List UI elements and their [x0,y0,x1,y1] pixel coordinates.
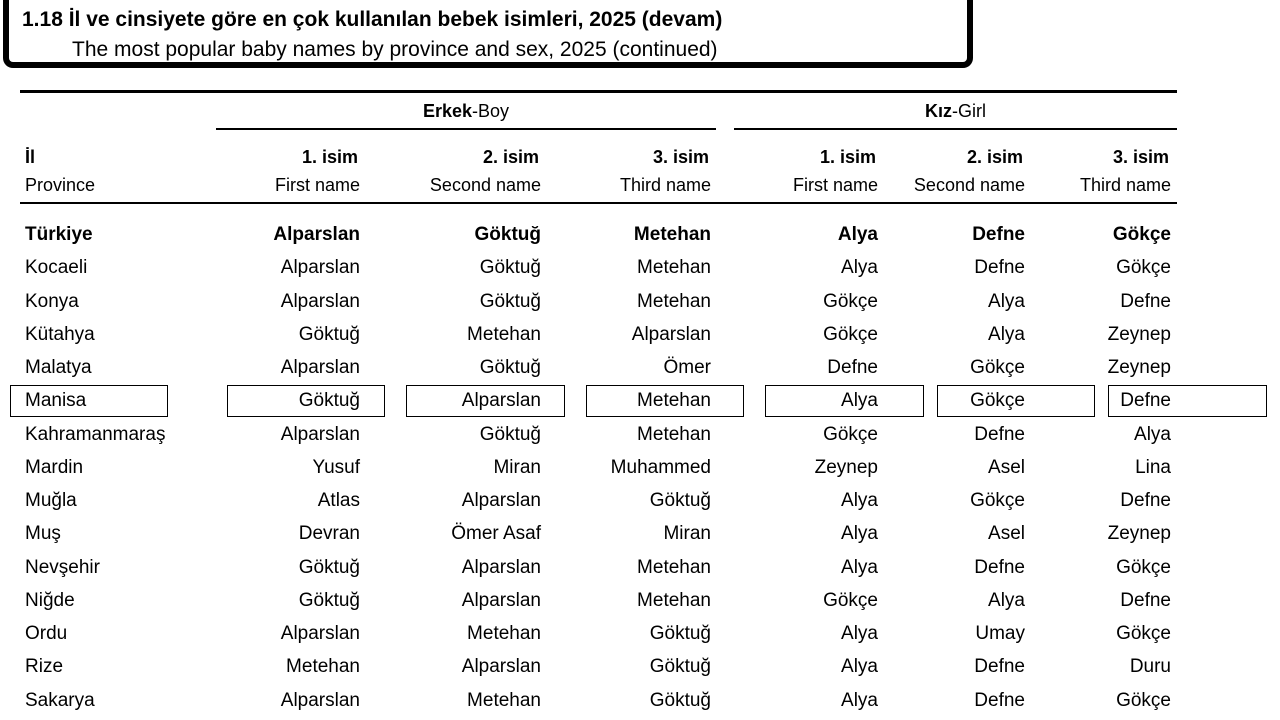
table-row [0,418,1280,451]
province-cell: Konya [25,290,79,312]
girl-third-name-cell: Gökçe [1116,689,1171,711]
girl-third-name-cell: Zeynep [1107,323,1171,345]
girl-first-name-cell: Gökçe [823,290,878,312]
boy-first-name-cell: Metehan [286,656,360,678]
boy-first-name-cell: Atlas [317,490,360,511]
girl-third-name-cell: Gökçe [1116,623,1171,644]
girl-first-name-cell: Defne [827,357,878,378]
group-header-boy [216,101,716,122]
girl-third-name-cell: Gökçe [1116,556,1171,578]
province-cell: Kocaeli [25,257,88,279]
girl-third-name-cell: Zeynep [1107,523,1171,545]
boy-second-name-cell: Alparslan [461,556,541,578]
boy-first-name-cell: Göktuğ [298,390,360,412]
table-row [0,451,1280,484]
boy-first-name-cell: Alparslan [280,257,360,279]
header-girl-second-tr: 2. isim [966,147,1023,167]
header-boy-first-tr: 1. isim [301,147,358,167]
boy-second-name-cell: Alparslan [461,490,541,511]
table-row [0,351,1280,384]
boy-first-name-cell: Göktuğ [298,589,360,611]
header-boy-first-en: First name [274,175,360,195]
boy-third-name-cell: Metehan [637,423,711,445]
header-girl-third-en: Third name [1079,175,1171,195]
header-girl-second-en: Second name [913,175,1025,195]
girl-second-name-cell: Gökçe [970,490,1025,511]
boy-second-name-cell: Metehan [467,689,541,711]
boy-third-name-cell: Göktuğ [649,689,711,711]
girl-second-name-cell: Defne [974,257,1025,279]
table-row [0,251,1280,284]
girl-second-name-cell: Alya [988,323,1025,345]
table-row [0,318,1280,351]
boy-third-name-cell: Metehan [637,556,711,578]
boy-third-name-cell: Göktuğ [649,490,711,511]
girl-second-name-cell: Alya [988,589,1025,611]
boy-first-name-cell: Alparslan [280,689,360,711]
table-row [0,551,1280,584]
boy-third-name-cell: Metehan [637,257,711,279]
boy-third-name-cell: Muhammed [610,456,711,478]
boy-second-name-cell: Göktuğ [474,224,541,245]
header-boy-third-tr: 3. isim [652,147,709,167]
group-girl-en: -Girl [952,101,986,121]
girl-second-name-cell: Alya [988,290,1025,312]
province-cell: Kütahya [25,323,95,345]
boy-second-name-cell: Ömer Asaf [451,523,541,545]
girl-first-name-cell: Alya [841,656,878,678]
group-rule-boy [216,128,716,130]
boy-first-name-cell: Alparslan [273,224,360,245]
boy-first-name-cell: Alparslan [280,423,360,445]
table-row [0,650,1280,683]
boy-first-name-cell: Göktuğ [298,323,360,345]
boy-second-name-cell: Alparslan [461,589,541,611]
boy-second-name-cell: Metehan [467,323,541,345]
boy-second-name-cell: Göktuğ [479,257,541,279]
girl-third-name-cell: Defne [1120,589,1171,611]
girl-first-name-cell: Gökçe [823,589,878,611]
girl-first-name-cell: Alya [841,523,878,545]
girl-third-name-cell: Gökçe [1116,257,1171,279]
group-boy-en: -Boy [472,101,510,121]
header-province-tr: İl [25,147,36,167]
header-rule [20,202,1177,204]
header-boy-second-en: Second name [429,175,541,195]
boy-third-name-cell: Metehan [637,390,711,412]
boy-first-name-cell: Alparslan [280,623,360,644]
table-row [0,484,1280,517]
province-cell: Manisa [25,390,87,412]
table-row [0,584,1280,617]
province-cell: Kahramanmaraş [25,423,166,445]
boy-third-name-cell: Göktuğ [649,623,711,644]
group-rule-girl [734,128,1177,130]
province-cell: Malatya [25,357,92,378]
boy-first-name-cell: Devran [298,523,360,545]
boy-second-name-cell: Göktuğ [479,423,541,445]
girl-second-name-cell: Gökçe [970,357,1025,378]
table-row [0,384,1280,417]
boy-third-name-cell: Göktuğ [649,656,711,678]
header-girl-first-en: First name [792,175,878,195]
girl-second-name-cell: Defne [974,556,1025,578]
girl-second-name-cell: Defne [974,423,1025,445]
boy-second-name-cell: Miran [493,456,541,478]
province-cell: Niğde [25,589,75,611]
boy-second-name-cell: Metehan [467,623,541,644]
girl-third-name-cell: Gökçe [1112,224,1171,245]
group-boy-tr: Erkek [422,101,473,121]
girl-first-name-cell: Gökçe [823,323,878,345]
header-province-en: Province [25,175,96,195]
girl-second-name-cell: Gökçe [970,390,1025,412]
girl-third-name-cell: Defne [1120,290,1171,312]
girl-second-name-cell: Asel [988,456,1025,478]
province-cell: Ordu [25,623,68,644]
boy-third-name-cell: Metehan [633,224,711,245]
girl-first-name-cell: Gökçe [823,423,878,445]
table-title-turkish: 1.18 İl ve cinsiyete göre en çok kullanılan bebek isimleri, 2025 (devam) [22,8,723,31]
girl-first-name-cell: Alya [841,556,878,578]
boy-third-name-cell: Metehan [637,290,711,312]
province-cell: Sakarya [25,689,95,711]
header-girl-third-tr: 3. isim [1112,147,1169,167]
girl-first-name-cell: Alya [841,490,878,511]
province-cell: Türkiye [25,224,93,245]
girl-first-name-cell: Alya [841,689,878,711]
header-girl-first-tr: 1. isim [819,147,876,167]
boy-second-name-cell: Göktuğ [479,357,541,378]
boy-first-name-cell: Yusuf [312,456,360,478]
boy-third-name-cell: Ömer [663,357,711,378]
table-row [0,517,1280,550]
boy-first-name-cell: Alparslan [280,290,360,312]
girl-third-name-cell: Zeynep [1107,357,1171,378]
girl-third-name-cell: Defne [1120,390,1171,412]
girl-first-name-cell: Alya [837,224,878,245]
girl-third-name-cell: Duru [1129,656,1171,678]
header-boy-second-tr: 2. isim [482,147,539,167]
girl-first-name-cell: Alya [841,623,878,644]
boy-second-name-cell: Alparslan [461,390,541,412]
girl-second-name-cell: Asel [988,523,1025,545]
boy-third-name-cell: Metehan [637,589,711,611]
girl-third-name-cell: Alya [1134,423,1171,445]
province-cell: Mardin [25,456,84,478]
table-row [0,684,1280,717]
table-row [0,617,1280,650]
group-header-girl [734,101,1177,122]
girl-third-name-cell: Lina [1135,456,1171,478]
table-row [0,285,1280,318]
girl-first-name-cell: Zeynep [814,456,878,478]
boy-first-name-cell: Göktuğ [298,556,360,578]
province-cell: Muğla [25,490,77,511]
boy-second-name-cell: Alparslan [461,656,541,678]
girl-second-name-cell: Defne [972,224,1025,245]
province-cell: Rize [25,656,64,678]
girl-first-name-cell: Alya [841,390,878,412]
boy-first-name-cell: Alparslan [280,357,360,378]
boy-third-name-cell: Miran [663,523,711,545]
girl-second-name-cell: Umay [975,623,1025,644]
group-girl-tr: Kız [925,101,952,121]
girl-third-name-cell: Defne [1120,490,1171,511]
girl-first-name-cell: Alya [841,257,878,279]
girl-second-name-cell: Defne [974,656,1025,678]
boy-second-name-cell: Göktuğ [479,290,541,312]
province-cell: Muş [25,523,61,545]
header-boy-third-en: Third name [619,175,711,195]
table-row [0,218,1280,251]
top-rule [20,90,1177,93]
girl-second-name-cell: Defne [974,689,1025,711]
table-title-english: The most popular baby names by province and sex, 2025 (continued) [72,38,718,61]
boy-third-name-cell: Alparslan [631,323,711,345]
province-cell: Nevşehir [25,556,100,578]
